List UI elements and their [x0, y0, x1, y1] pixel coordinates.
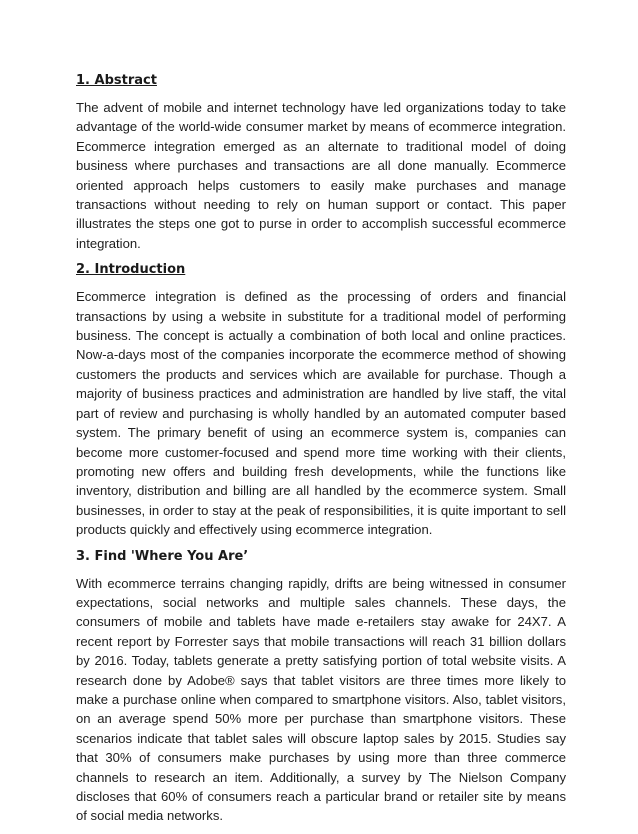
- abstract-heading: 1. Abstract: [76, 73, 157, 88]
- find-where-you-are-paragraph: With ecommerce terrains changing rapidly, drifts are being witnessed in consumer expectations, social networks and multiple sales channels. These days, the consumers of mobile and tablets have made e-retailers stay awake for 24X7. A recent report by Forrester says that mobile transactions will reach 31 billion dollars by 2016. Today, tablets generate a pretty satisfying portion of total website visits. A research done by Adobe® says that tablet visitors are three times more likely to make a purchase online when compared to smartphone visitors. Also, tablet visitors, on an average spend 50% more per purchase than smartphone visitors. These scenarios indicate that tablet sales will obscure laptop sales by 2015. Studies say that 30% of consumers make purchases by using more than three commerce channels to research an item. Additionally, a survey by The Nielson Company discloses that 60% of consumers reach a particular brand or retailer site by means of social media networks.: [76, 575, 566, 824]
- abstract-paragraph: The advent of mobile and internet technology have led organizations today to take advantage of the world-wide consumer market by means of ecommerce integration. Ecommerce integration emerged as an alternate to traditional model of doing business where purchases and transactions are all done manually. Ecommerce oriented approach helps customers to easily make purchases and manage transactions without needing to rely on human support or contact. This paper illustrates the steps one got to purse in order to accomplish successful ecommerce integration.: [76, 100, 566, 251]
- introduction-paragraph: Ecommerce integration is defined as the processing of orders and financial transactions by using a website in substitute for a traditional model of performing business. The concept is actually a combination of both local and online practices. Now-a-days most of the companies incorporate the ecommerce method of showing customers the products and services which are available for purchase. Though a majority of business practices and administration are handled by live staff, the vital part of review and purchasing is wholly handled by an automated computer based system. The primary benefit of using an ecommerce system is, companies can become more customer-focused and spend more time working with their clients, promoting new offers and building fresh developments, while the functions like inventory, distribution and billing are all handled by the ecommerce system. Small businesses, in order to stay at the peak of responsibilities, it is quite important to sell products quickly and effectively using ecommerce integration.: [76, 289, 566, 538]
- document-page: [76, 72, 566, 834]
- introduction-heading: 2. Introduction: [76, 262, 186, 278]
- find-where-you-are-heading: 3. Find 'Where You Are’: [76, 548, 249, 564]
